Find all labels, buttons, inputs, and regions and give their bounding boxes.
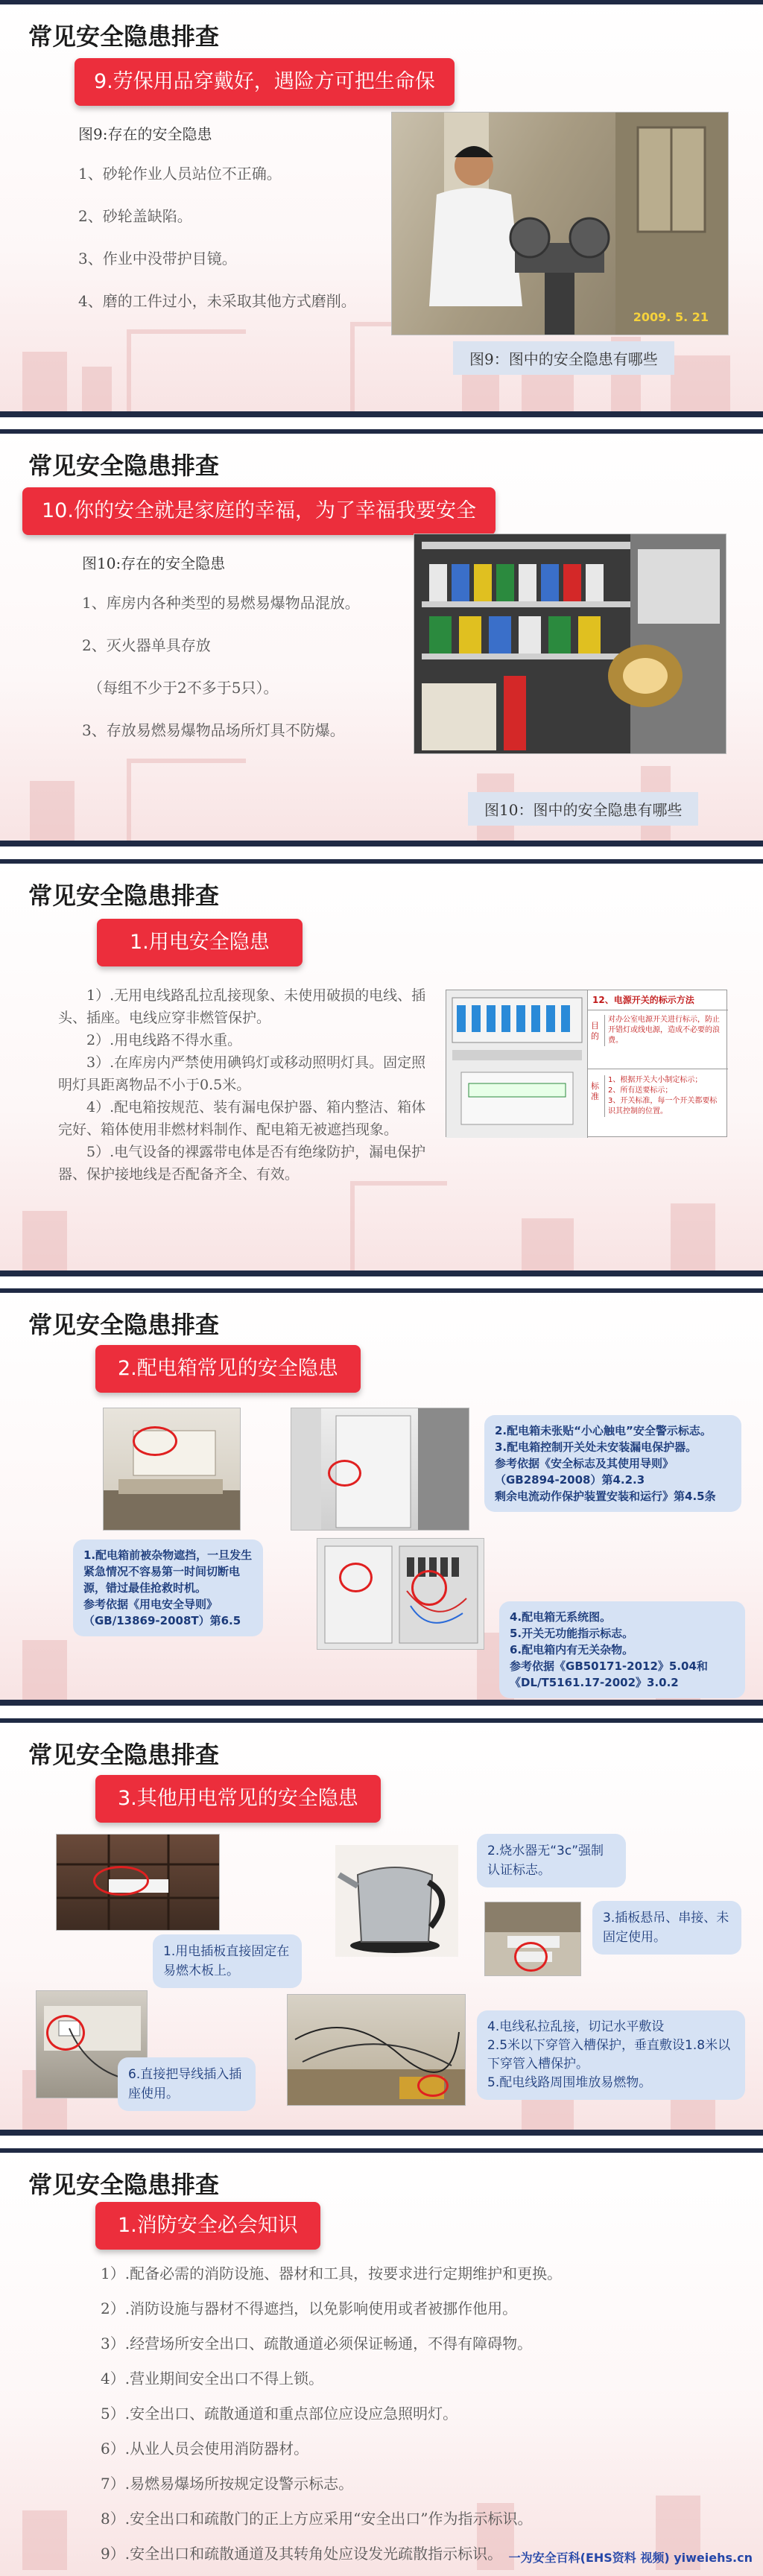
fire-rule-item: 6）.从业人员会使用消防器材。	[101, 2440, 309, 2458]
hazard-item: 4、磨的工件过小，未采取其他方式磨削。	[78, 292, 356, 310]
slide-6	[0, 2148, 763, 2576]
hazard-item: 5）.电气设备的裸露带电体是否有绝缘防护，漏电保护器、保护接地线是否配备齐全、有效。	[58, 1144, 426, 1183]
callout-box-inside	[499, 1601, 745, 1698]
row-label: 目的	[591, 1021, 599, 1041]
open-box-illustration	[317, 1539, 484, 1650]
worker-illustration	[392, 113, 729, 335]
fire-rule-item: 8）.安全出口和疏散门的正上方应采用“安全出口”作为指示标识。	[101, 2510, 533, 2528]
slide-title: 常见安全隐患排查	[28, 452, 220, 480]
hazard-item: 2）.用电线路不得水重。	[86, 1032, 242, 1048]
slide-5	[0, 1718, 763, 2136]
callout-line: 6.配电箱内有无关杂物。	[510, 1643, 634, 1656]
distribution-box-photo	[291, 1408, 469, 1531]
hazard-item: 3）.在库房内严禁使用碘钨灯或移动照明灯具。固定照明灯具距离物品不小于0.5米。	[58, 1054, 426, 1093]
callout-line: 3.配电箱控制开关处未安装漏电保护器。	[495, 1440, 697, 1454]
callout-direct-wire: 6.直接把导线插入插座使用。	[118, 2057, 256, 2111]
hazard-heading: 图9:存在的安全隐患	[78, 125, 212, 143]
highlight-circle	[46, 2015, 85, 2051]
slide-title: 常见安全隐患排查	[28, 1311, 220, 1339]
hazard-item: 4）.配电箱按规范、装有漏电保护器、箱内整洁、箱体完好、箱体使用非燃材料制作、配电箱无被遮挡现象。	[58, 1099, 426, 1138]
kettle-illustration	[335, 1845, 458, 1957]
hazard-item: 1、库房内各种类型的易燃易爆物品混放。	[82, 594, 360, 612]
slide-top-bar	[0, 429, 763, 434]
callout-hanging-strip: 3.插板悬吊、串接、未固定使用。	[592, 1901, 741, 1955]
callout-line: 5.开关无功能指示标志。	[510, 1627, 634, 1640]
row-item: 1、根据开关大小制定标示；	[608, 1076, 703, 1084]
slide-bottom-bar	[0, 411, 763, 417]
callout-line: 参考依据《用电安全导则》（GB/13869-2008T）第6.5	[83, 1598, 241, 1627]
slide-4	[0, 1288, 763, 1706]
hazard-list	[58, 984, 431, 1186]
hazard-item: 1）.无用电线路乱拉乱接现象、未使用破损的电线、插头、插座。电线应穿非燃管保护。	[58, 987, 426, 1026]
switch-label-panel	[446, 990, 727, 1137]
construction-skyline-decoration	[0, 1181, 763, 1270]
fire-rule-item: 7）.易燃易爆场所按规定设警示标志。	[101, 2475, 354, 2493]
highlight-circle	[339, 1563, 373, 1592]
kettle-photo	[335, 1845, 458, 1957]
section-banner: 3.其他用电常见的安全隐患	[95, 1775, 381, 1823]
callout-line: 2.配电箱未张贴“小心触电”安全警示标志。	[495, 1424, 712, 1437]
slide-1	[0, 0, 763, 417]
hazard-item: 2、灭火器单具存放	[82, 636, 211, 654]
fire-rule-item: 1）.配备必需的消防设施、器材和工具，按要求进行定期维护和更换。	[101, 2265, 563, 2282]
blocked-box-photo	[103, 1408, 241, 1531]
highlight-circle	[417, 2075, 449, 2097]
hazard-item: 3、作业中没带护目镜。	[78, 250, 237, 268]
row-item: 2、所有送要标示；	[608, 1086, 673, 1095]
slide-top-bar	[0, 1288, 763, 1293]
slide-top-bar	[0, 1718, 763, 1723]
slide-top-bar	[0, 859, 763, 864]
fire-rule-item: 2）.消防设施与器材不得遮挡，以免影响使用或者被挪作他用。	[101, 2300, 518, 2317]
fire-rule-item: 4）.营业期间安全出口不得上锁。	[101, 2370, 324, 2387]
switch-illustration	[446, 990, 588, 1138]
photo-caption: 图10：图中的安全隐患有哪些	[468, 792, 698, 826]
slide-title: 常见安全隐患排查	[28, 1741, 220, 1769]
highlight-circle	[411, 1570, 447, 1606]
storage-room-photo	[414, 534, 726, 754]
hazard-item: 2、砂轮盖缺陷。	[78, 207, 192, 225]
slide-top-bar	[0, 0, 763, 4]
highlight-circle	[328, 1460, 361, 1487]
hazard-item: （每组不少于2不多于5只）。	[88, 679, 279, 697]
callout-messy-wiring	[477, 2010, 745, 2100]
hazard-heading: 图10:存在的安全隐患	[82, 554, 226, 572]
panel-heading: 12、电源开关的标示方法	[592, 995, 694, 1005]
callout-line: 4.电线私拉乱接，切记水平敷设	[487, 2019, 665, 2034]
section-banner: 10.你的安全就是家庭的幸福，为了幸福我要安全	[22, 487, 496, 535]
callout-line: 参考依据《安全标志及其使用导则》（GB2894-2008）第4.2.3	[495, 1457, 674, 1487]
hazard-item: 3、存放易燃易爆物品场所灯具不防爆。	[82, 721, 345, 739]
blocked-box-illustration	[104, 1408, 241, 1531]
hazard-item: 1、砂轮作业人员站位不正确。	[78, 165, 282, 183]
grinding-worker-photo	[391, 112, 729, 335]
callout-line: 4.配电箱无系统图。	[510, 1610, 612, 1624]
slide-3	[0, 859, 763, 1276]
slide-title: 常见安全隐患排查	[28, 2171, 220, 2199]
highlight-circle	[133, 1426, 177, 1456]
slide-bottom-bar	[0, 1270, 763, 1276]
callout-line: 5.配电线路周围堆放易燃物。	[487, 2075, 652, 2090]
slide-top-bar	[0, 2148, 763, 2153]
callout-line: 2.5米以下穿管入槽保护，垂直敷设1.8米以下穿管入槽保护。	[487, 2038, 731, 2072]
fire-rule-item: 9）.安全出口和疏散通道及其转角处应设发光疏散指示标识。	[101, 2545, 503, 2563]
photo-caption: 图9：图中的安全隐患有哪些	[453, 341, 674, 375]
callout-strip-on-wood: 1.用电插板直接固定在易燃木板上。	[153, 1934, 302, 1988]
section-banner: 1.消防安全必会知识	[95, 2202, 320, 2250]
highlight-circle	[514, 1942, 548, 1972]
callout-line: 参考依据《GB50171-2012》5.04和《DL/T5161.17-2002》3.0.2	[510, 1659, 708, 1689]
callout-line: 剩余电流动作保护装置安装和运行》第4.5条	[495, 1490, 716, 1503]
callout-line: 1.配电箱前被杂物遮挡，一旦发生紧急情况不容易第一时间切断电源，错过最佳抢救时机。	[83, 1548, 253, 1595]
slide-bottom-bar	[0, 2130, 763, 2136]
panel-row-purpose	[588, 1010, 728, 1069]
photo-date-stamp: 2009. 5. 21	[633, 310, 709, 324]
row-items	[604, 1075, 724, 1117]
panel-row-standard	[588, 1071, 728, 1136]
row-item: 3、开关标准，每一个开关都要标识其控制的位置。	[608, 1097, 718, 1115]
site-footer-link[interactable]: 一为安全百科(EHS资料 视频) yiweiehs.cn	[508, 2551, 753, 2565]
slide-title: 常见安全隐患排查	[28, 22, 220, 51]
fire-rule-item: 3）.经营场所安全出口、疏散通道必须保证畅通，不得有障碍物。	[101, 2335, 533, 2352]
highlight-circle	[93, 1866, 149, 1896]
storage-illustration	[414, 534, 726, 754]
open-box-photo	[317, 1538, 484, 1650]
switch-photo	[446, 990, 588, 1138]
slide-2	[0, 429, 763, 846]
callout-kettle-3c: 2.烧水器无“3c”强制认证标志。	[477, 1834, 626, 1887]
section-banner: 2.配电箱常见的安全隐患	[95, 1345, 361, 1393]
row-text: 对办公室电源开关进行标示，防止开错灯或线电源，造成不必要的浪费。	[604, 1015, 724, 1046]
slide-bottom-bar	[0, 841, 763, 846]
fire-rule-item: 5）.安全出口、疏散通道和重点部位应设应急照明灯。	[101, 2405, 458, 2422]
section-banner: 9.劳保用品穿戴好，遇险方可把生命保	[75, 58, 455, 106]
row-label: 标准	[591, 1081, 599, 1101]
callout-warning-sign	[484, 1415, 741, 1512]
section-banner: 1.用电安全隐患	[97, 919, 303, 966]
slide-bottom-bar	[0, 1700, 763, 1706]
callout-blocked-box	[73, 1539, 263, 1636]
distribution-box-illustration	[291, 1408, 469, 1531]
slide-title: 常见安全隐患排查	[28, 882, 220, 910]
